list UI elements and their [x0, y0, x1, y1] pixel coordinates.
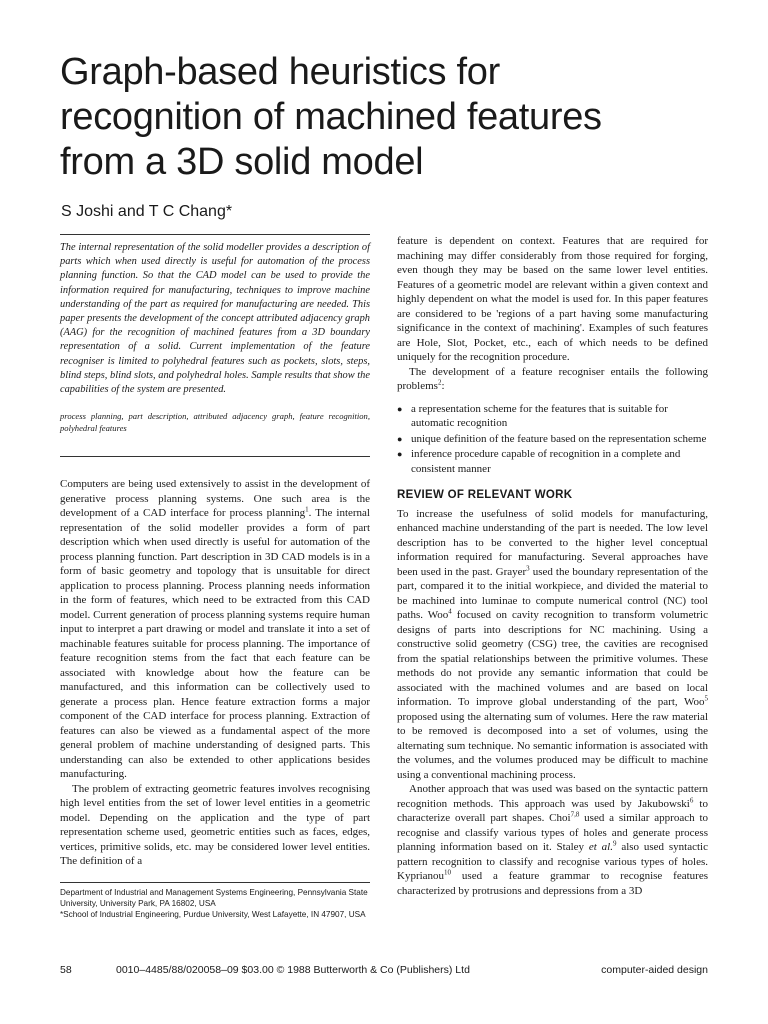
paragraph: feature is dependent on context. Features that are required for machining may differ considerably from those required for forging, even though they may be based on the same lower level entities. Features of a geometric model are relevant within a given context and highly dependent on what the model is used for. In this paper features are considered to be 'regions of a part having some manufacturing significance in the context of machining'. Examples of such features are Hole, Slot, Pocket, etc., each of which needs to be defined uniquely for the recognition procedure.	[397, 235, 708, 363]
section-heading: REVIEW OF RELEVANT WORK	[397, 489, 573, 501]
paper-title	[60, 50, 740, 185]
footnote-rule	[60, 882, 370, 883]
paragraph: To increase the usefulness of solid models for manufacturing, enhanced machine understanding of the part is needed. The low level description has to be converted to the higher level conceptual information required for manufacturing. Several approaches have been used in the past. Grayer$^3$ used the boundary representation of the part, compared it to the initial workpiece, and divided the material to be machined into luminae to compute numerical control (NC) tool paths. Woo$^4$ focused on cavity recognition to transform volumetric designs of parts into descriptions for NC machining. Using a constructive solid geometry (CSG) tree, the cavities are recognised from the spatial relationships between the primitive volumes. These methods do not provide any semantic information that could be associated with the machined volumes and are based on local information. To improve global understanding of the part, Woo$^5$ proposed using the alternating sum of volumes. Here the raw material to be removed is decomposed into a set of volumes, using the alternating sum technique. No semantic information is associated with the volumes, and the volumes produced may be difficult to machine using a conventional machining process.	[397, 507, 708, 781]
title-line: from a 3D solid model	[60, 141, 424, 183]
problem-list	[397, 402, 708, 477]
title-line: recognition of machined features	[60, 96, 602, 138]
affiliation-footnote: Department of Industrial and Management Systems Engineering, Pennsylvania State University, University Park, PA 16802, USA	[60, 888, 368, 908]
abstract-top-rule	[60, 234, 370, 235]
paragraph: Computers are being used extensively to assist in the development of generative process planning systems. One such area is the development of a CAD interface for process planning$^1$. The internal representation of the solid modeller provides a form of part description which when used directly is useful for automation of the process planning function. Part description in 3D CAD models is in a form of basic geometry and topology that is unsuitable for direct application to process planning. Process planning needs information in the form of features, which need to be extracted from this CAD model. Current generation of process planning systems require human input to interpret a part drawing or model and translate it into a set of machinable features suitable for process planning. The importance of feature recognition stems from the fact that each feature can be associated with knowledge about how the feature can be manufactured, and this information can be collectively used to generate a process plan. Hence feature extraction forms a major component of the CAD interface for process planning. Extraction of features can also be viewed as a fundamental aspect of the more general problem of machine understanding of designed parts. This understanding can also be extended to other applications besides manufacturing.	[60, 478, 370, 781]
left-column	[60, 234, 370, 869]
affiliation-footnote: *School of Industrial Engineering, Purdue University, West Lafayette, IN 47907, USA	[60, 910, 366, 919]
intro-body	[60, 477, 370, 869]
abstract: The internal representation of the solid modeller provides a description of parts which when used directly is useful for automation of the process planning function. So that the CAD model can be used to provide the information required for manufacturing, techniques to improve machine understanding of the part as required for manufacturing are needed. This paper presents the development of the concept attributed adjacency graph (AAG) for the recognition of machined features from a 3D boundary representation of a solid. Current implementation of the feature recogniser is limited to polyhedral features such as pockets, slots, steps, blind steps, blind slots, and polyhedral holes. Sample results that show the capabilities of the system are presented.	[60, 242, 370, 396]
journal-name: computer-aided design	[601, 964, 708, 976]
paragraph: The problem of extracting geometric features involves recognising high level entities from the set of lower level entities in a geometric model. Depending on the application and the type of part representation scheme used, geometric entities such as faces, edges, vertices, primitive solids, etc. may be considered lower level entities. The definition of a	[60, 782, 370, 868]
list-item: ● inference procedure capable of recognition in a complete and consistent manner	[397, 447, 708, 476]
keywords: process planning, part description, attributed adjacency graph, feature recognition, polyhedral features	[60, 411, 370, 433]
authors: S Joshi and T C Chang*	[61, 203, 233, 220]
copyright-line: 0010–4485/88/020058–09 $03.00 © 1988 Butterworth & Co (Publishers) Ltd	[116, 964, 470, 976]
title-line: Graph-based heuristics for	[60, 51, 500, 93]
abstract-bottom-rule	[60, 456, 370, 457]
paragraph: Another approach that was used was based on the syntactic pattern recognition methods. This approach was used by Jakubowski$^6$ to characterize overall part shapes. Choi$^{7,8}$ used a similar approach to recognise and classify various types of holes and generate process planning information based on it. Staley et al.$^9$ also used syntactic pattern recognition to classify and recognise various types of holes. Kyprianou$^{10}$ used a feature grammar to recognise features characterized by protrusions and depressions from a 3D	[397, 783, 708, 897]
paragraph: The development of a feature recogniser entails the following problems$^2$:	[397, 365, 708, 392]
list-item: ● a representation scheme for the features that is suitable for automatic recognition	[397, 402, 708, 431]
author-affiliations	[60, 882, 370, 920]
list-item: ● unique definition of the feature based on the representation scheme	[397, 432, 708, 447]
page-number: 58	[60, 964, 72, 976]
right-column	[397, 234, 708, 898]
